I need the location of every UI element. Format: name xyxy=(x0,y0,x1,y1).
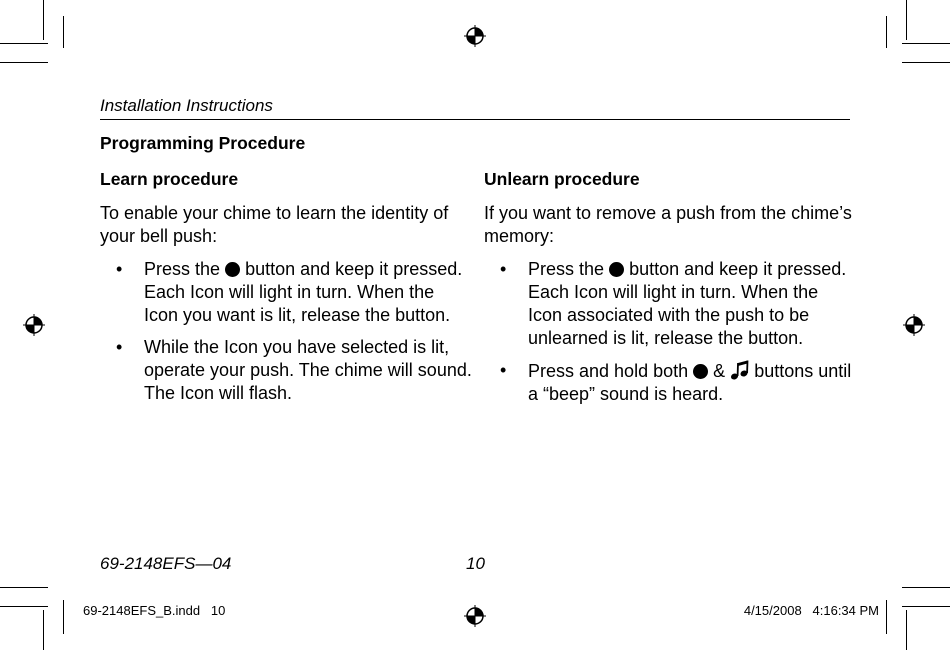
step-text: While the Icon you have selected is lit, operate your push. The chime will sound. The Icon will flash. xyxy=(144,337,472,403)
page-number: 10 xyxy=(466,554,485,573)
header-rule xyxy=(100,119,850,120)
bullet: • xyxy=(500,360,507,380)
filled-circle-button-icon xyxy=(609,262,624,277)
step-text: Press and hold both xyxy=(528,361,689,381)
crop-mark xyxy=(886,600,887,634)
crop-mark xyxy=(902,606,950,607)
crop-mark xyxy=(886,16,887,48)
bullet: • xyxy=(500,259,507,279)
crop-mark xyxy=(906,0,907,40)
running-header: Installation Instructions xyxy=(100,96,273,115)
filled-circle-button-icon xyxy=(225,262,240,277)
registration-mark-icon xyxy=(903,314,925,336)
step-text: button and keep it pressed. Each Icon will light in turn. When the Icon you want is lit, release the button. xyxy=(144,259,463,325)
crop-mark xyxy=(43,610,44,650)
doc-number: 69-2148EFS—04 xyxy=(100,554,232,573)
list-item xyxy=(100,336,472,405)
list-item xyxy=(100,258,472,327)
slug-datetime: 4/15/2008 4:16:34 PM xyxy=(743,603,879,618)
crop-mark xyxy=(43,0,44,40)
crop-mark xyxy=(902,587,950,588)
bullet: • xyxy=(116,259,123,279)
crop-mark xyxy=(63,600,64,634)
crop-mark xyxy=(0,587,48,588)
crop-mark xyxy=(63,16,64,48)
learn-steps xyxy=(100,258,472,405)
registration-mark-icon xyxy=(464,605,486,627)
crop-mark xyxy=(0,606,48,607)
unlearn-column xyxy=(484,168,854,415)
filled-circle-button-icon xyxy=(693,364,708,379)
registration-mark-icon xyxy=(23,314,45,336)
crop-mark xyxy=(902,43,950,44)
bullet: • xyxy=(116,337,123,357)
unlearn-heading: Unlearn procedure xyxy=(484,169,640,189)
list-item xyxy=(484,258,854,350)
learn-column xyxy=(100,168,472,414)
crop-mark xyxy=(902,62,950,63)
unlearn-steps xyxy=(484,258,854,406)
step-text: button and keep it pressed. Each Icon will light in turn. When the Icon associated with the push to be unlearned is lit, release the button. xyxy=(528,259,847,348)
step-text: Press the xyxy=(144,259,221,279)
learn-heading: Learn procedure xyxy=(100,169,239,189)
slug-file: 69-2148EFS_B.indd 10 xyxy=(83,603,226,618)
unlearn-intro: If you want to remove a push from the chime’s memory: xyxy=(484,203,852,246)
crop-mark xyxy=(906,610,907,650)
step-text: buttons until a “beep” sound is heard. xyxy=(528,361,852,404)
list-item xyxy=(484,359,854,406)
step-text: Press the xyxy=(528,259,605,279)
registration-mark-icon xyxy=(464,25,486,47)
crop-mark xyxy=(0,43,48,44)
crop-mark xyxy=(0,62,48,63)
learn-intro: To enable your chime to learn the identity of your bell push: xyxy=(100,203,449,246)
music-note-button-icon xyxy=(730,359,749,381)
section-title: Programming Procedure xyxy=(100,133,306,153)
ampersand: & xyxy=(713,361,726,381)
